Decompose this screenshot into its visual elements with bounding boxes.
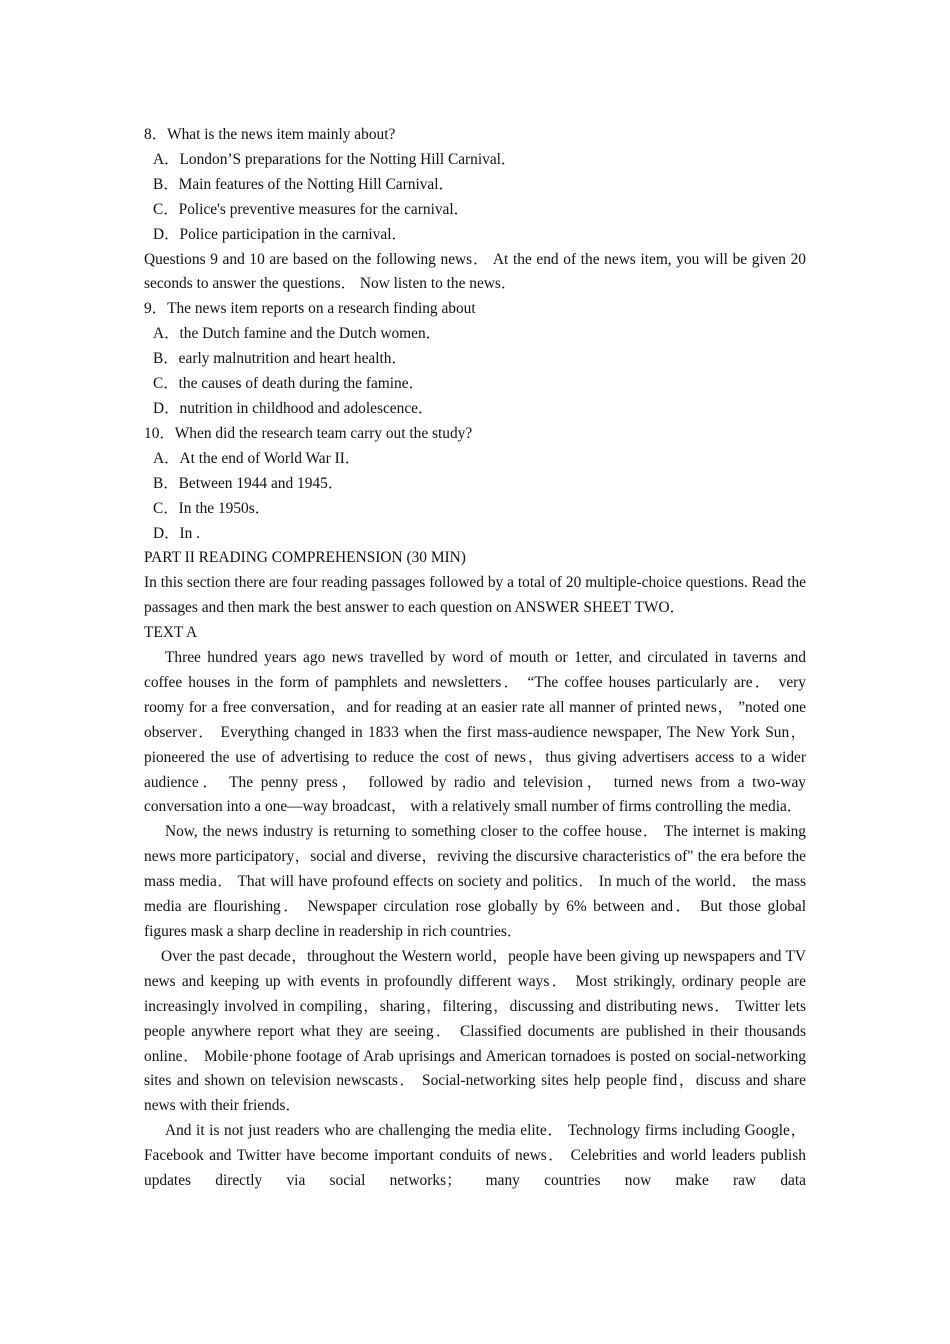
section-instruction: In this section there are four reading passages followed by a total of 20 multiple-choice questions. Read the passages and then mark the best answer to each question on ANSWER SHEET TWO． <box>144 574 806 617</box>
answer-option-d: D．nutrition in childhood and adolescence． <box>153 399 434 417</box>
question-10 <box>144 422 806 547</box>
answer-option-c: C．In the 1950s． <box>153 499 271 517</box>
question-stem: 10．When did the research team carry out the study? <box>144 424 473 442</box>
question-stem: 9．The news item reports on a research finding about <box>144 300 476 318</box>
answer-option-d: D．In . <box>153 524 201 542</box>
answer-option-b: B．Main features of the Notting Hill Carnival． <box>153 175 454 193</box>
section-heading: PART II READING COMPREHENSION (30 MIN) <box>144 549 466 567</box>
text-heading: TEXT A <box>144 624 198 642</box>
answer-option-a: A．the Dutch famine and the Dutch women． <box>153 325 442 343</box>
answer-option-d: D．Police participation in the carnival． <box>153 225 407 243</box>
passage-paragraph-2: Now, the news industry is returning to something closer to the coffee house． The internet is making news more participatory，social and diverse，reviving the discursive characteristics of" the era before the mass media． That will have profound effects on society and politics． In much of the world． the mass media are flourishing． Newspaper circulation rose globally by 6% between and． But those global figures mask a sharp decline in readership in rich countries． <box>144 823 806 940</box>
answer-option-b: B．early malnutrition and heart health． <box>153 350 407 368</box>
answer-option-a: A．London’S preparations for the Notting Hill Carnival． <box>153 150 517 168</box>
answer-option-c: C．the causes of death during the famine． <box>153 375 424 393</box>
answer-option-b: B．Between 1944 and 1945． <box>153 474 344 492</box>
listening-instruction: Questions 9 and 10 are based on the following news． At the end of the news item, you will be given 20 seconds to answer the questions． Now listen to the news． <box>144 250 806 293</box>
question-9 <box>144 297 806 422</box>
answer-option-c: C．Police's preventive measures for the carnival． <box>153 200 470 218</box>
passage-paragraph-4: And it is not just readers who are challenging the media elite． Technology firms including Google，Facebook and Twitter have become important conduits of news． Celebrities and world leaders publish updates directly via social networks； many countries now make raw data <box>144 1122 806 1190</box>
question-8 <box>144 123 806 248</box>
document-page <box>144 123 806 1194</box>
question-stem: 8．What is the news item mainly about? <box>144 126 396 143</box>
answer-option-a: A．At the end of World War II． <box>153 449 361 467</box>
passage-paragraph-3: Over the past decade，throughout the Western world，people have been giving up newspapers and TV news and keeping up with events in profoundly different ways． Most strikingly, ordinary people are increasingly involved in compiling，sharing，filtering，discussing and distributing news． Twitter lets people anywhere report what they are seeing． Classified documents are published in their thousands online． Mobile·phone footage of Arab uprisings and American tornadoes is posted on social-networking sites and shown on television newscasts． Social-networking sites help people find，discuss and share news with their friends． <box>144 947 806 1115</box>
passage-paragraph-1: Three hundred years ago news travelled by word of mouth or 1etter, and circulated in taverns and coffee houses in the form of pamphlets and newsletters． “The coffee houses particularly are． very roomy for a free conversation，and for reading at an easier rate all manner of printed news， ”noted one observer． Everything changed in 1833 when the first mass-audience newspaper, The New York Sun，pioneered the use of advertising to reduce the cost of news，thus giving advertisers access to a wider audience． The penny press， followed by radio and television， turned news from a two-way conversation into a one—way broadcast， with a relatively small number of firms controlling the media． <box>144 649 806 816</box>
